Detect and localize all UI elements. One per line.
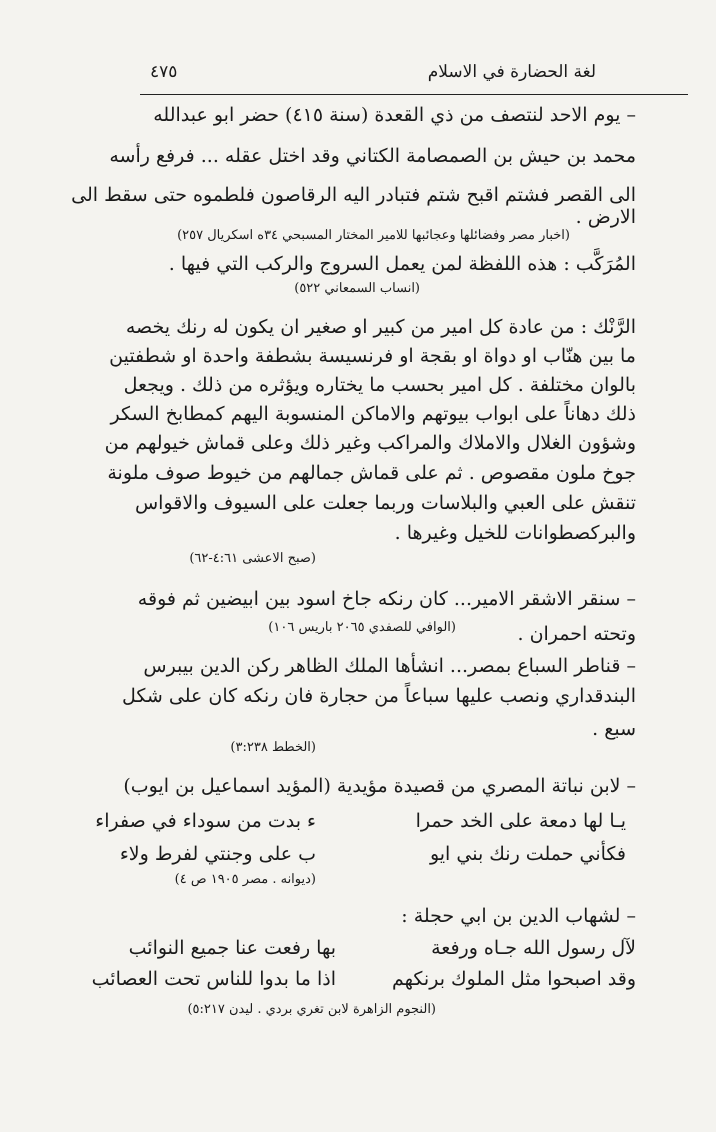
text-line: تنقش على العبي والبلاسات وربما جعلت على السيوف والاقواس [134, 492, 636, 514]
source-citation: (انساب السمعاني ٥٢٢) [294, 281, 420, 296]
text-line: وتحته احمران . [517, 623, 636, 645]
source-citation: (النجوم الزاهرة لابن تغري بردي . ليدن ٥:٢١٧) [187, 1002, 436, 1017]
text-line: والبركصطوانات للخيل وغيرها . [394, 522, 636, 544]
verse-second-hemistich: بها رفعت عنا جميع النوائب [128, 937, 336, 959]
verse-first-hemistich: فكأني حملت رنك بني ايو [429, 843, 626, 865]
page-header [150, 58, 596, 88]
source-citation: (صبح الاعشى ٤:٦١-٦٢) [189, 551, 316, 566]
verse-first-hemistich: لآل رسول الله جـاه ورفعة [431, 937, 636, 959]
text-line: البندقداري ونصب عليها سباعاً من حجارة فان رنكه كان على شكل [122, 685, 636, 707]
text-line: الرَّنْك : من عادة كل امير من كبير او صغير ان يكون له رنك يخصه [125, 316, 636, 338]
text-line: محمد بن حيش بن الصمصامة الكتاني وقد اختل عقله ... فرفع رأسه [109, 145, 636, 167]
text-line: – يوم الاحد لنتصف من ذي القعدة (سنة ٤١٥) حضر ابو عبدالله [153, 104, 636, 126]
text-line: – سنقر الاشقر الامير... كان رنكه جاخ اسود بين ابيضين ثم فوقه [137, 588, 636, 610]
source-citation: (اخبار مصر وفضائلها وعجائبها للامير المختار المسبحي ٣٤ه اسكريال ٢٥٧) [177, 228, 570, 243]
verse-first-hemistich: وقد اصبحوا مثل الملوك برنكهم [392, 968, 636, 990]
source-citation: (الخطط ٣:٢٣٨) [230, 740, 316, 755]
text-line: – قناطر السباع بمصر... انشأها الملك الظاهر ركن الدين بيبرس [143, 655, 636, 677]
verse-second-hemistich: ء بدت من سوداء في صفراء [95, 810, 316, 832]
text-line: ذلك دهاناً على ابواب بيوتهم والاماكن المنسوبة اليهم كمطابخ السكر [110, 403, 636, 425]
verse-first-hemistich: يـا لها دمعة على الخد حمرا [415, 810, 626, 832]
text-line: بالوان مختلفة . كل امير بحسب ما يختاره ويؤثره من ذلك . ويجعل [123, 374, 636, 396]
text-line: وشؤون الغلال والاملاك والمراكب وغير ذلك وعلى قماش خيولهم من [104, 432, 636, 454]
text-line: – لابن نباتة المصري من قصيدة مؤيدية (المؤيد اسماعيل بن ايوب) [123, 775, 636, 797]
verse-second-hemistich: اذا ما بدوا للناس تحت العصائب [91, 968, 336, 990]
header-rule [140, 94, 688, 95]
verse-second-hemistich: ب على وجنتي لفرط ولاء [119, 843, 316, 865]
text-line: الارض . [575, 206, 636, 228]
text-line: ما بين هنّاب او دواة او بقجة او فرنسيسة بشطفة واحدة او شطفتين [109, 345, 636, 367]
source-citation: (الوافي للصفدي ٢٠٦٥ باريس ١٠٦) [268, 620, 456, 635]
text-line: – لشهاب الدين بن ابي حجلة : [401, 905, 636, 927]
text-line: الى القصر فشتم اقبح شتم فتبادر اليه الرقاصون فلطموه حتى سقط الى [71, 184, 636, 206]
text-line: جوخ ملون مقصوص . ثم على قماش جمالهم من خيوط صوف ملونة [107, 462, 636, 484]
text-line: سبع . [592, 718, 636, 740]
running-title: لغة الحضارة في الاسلام [427, 62, 596, 82]
source-citation: (ديوانه . مصر ١٩٠٥ ص ٤) [174, 872, 316, 887]
text-line: المُرَكَّب : هذه اللفظة لمن يعمل السروج والركب التي فيها . [168, 253, 636, 275]
page-number: ٤٧٥ [150, 62, 178, 82]
